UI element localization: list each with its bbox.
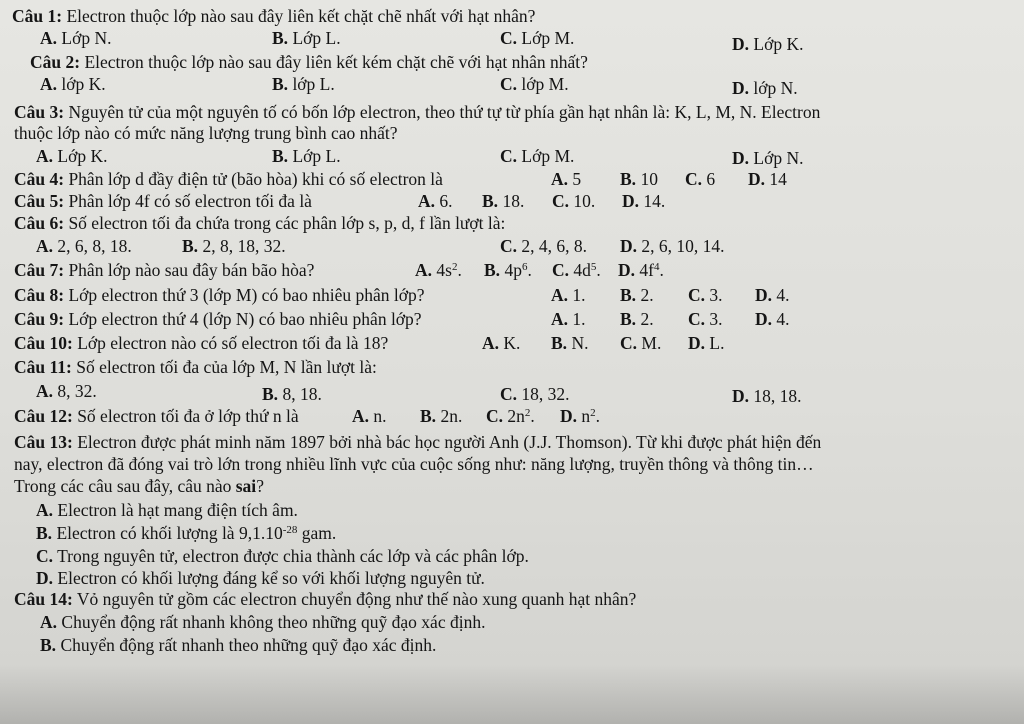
question-label: Câu 1: xyxy=(12,6,63,26)
option-d: D. $n^2$. xyxy=(560,406,601,426)
option-a: A. Chuyển động rất nhanh không theo những quỹ đạo xác định. xyxy=(40,612,486,632)
question-12: Câu 12: Số electron tối đa ở lớp thứ n là xyxy=(14,406,299,426)
question-3: Câu 3: Nguyên tử của một nguyên tố có bốn lớp electron, theo thứ tự từ phía gần hạt nhân là: K, L, M, N. Electron xyxy=(14,102,821,122)
option-c: C. $4d^5$. xyxy=(552,260,601,280)
option-d: D. L. xyxy=(688,333,725,353)
question-13-cont: nay, electron đã đóng vai trò lớn trong nhiều lĩnh vực của cuộc sống như: năng lượng, truyền thông và thông tin… xyxy=(14,454,814,474)
option-d: D. 14 xyxy=(748,169,787,189)
option-b: B. Lớp L. xyxy=(272,28,341,48)
option-a: A. K. xyxy=(482,333,521,353)
option-d: D. 18, 18. xyxy=(732,386,802,406)
option-c: C. Lớp M. xyxy=(500,146,575,166)
option-c: C. 10. xyxy=(552,191,596,211)
option-a: A. Lớp K. xyxy=(36,146,108,166)
question-14: Câu 14: Vỏ nguyên tử gồm các electron chuyển động như thế nào xung quanh hạt nhân? xyxy=(14,589,637,609)
option-c: C. 18, 32. xyxy=(500,384,570,404)
option-c: C. Lớp M. xyxy=(500,28,575,48)
question-3-cont: thuộc lớp nào có mức năng lượng trung bình cao nhất? xyxy=(14,123,398,143)
option-d: D. $4f^4$. xyxy=(618,260,664,280)
option-a: A. 5 xyxy=(551,169,582,189)
question-7: Câu 7: Phân lớp nào sau đây bán bão hòa? xyxy=(14,260,315,280)
option-d: D. lớp N. xyxy=(732,78,798,98)
question-9: Câu 9: Lớp electron thứ 4 (lớp N) có bao nhiêu phân lớp? xyxy=(14,309,422,329)
option-a: A. Electron là hạt mang điện tích âm. xyxy=(36,500,298,520)
option-b: B. 2n. xyxy=(420,406,463,426)
option-a: A. 6. xyxy=(418,191,453,211)
option-c: C. 3. xyxy=(688,285,723,305)
option-d: D. 2, 6, 10, 14. xyxy=(620,236,725,256)
option-b: B. 2. xyxy=(620,285,654,305)
option-b: B. 18. xyxy=(482,191,525,211)
option-c: C. M. xyxy=(620,333,662,353)
question-5: Câu 5: Phân lớp 4f có số electron tối đa là xyxy=(14,191,312,211)
question-11: Câu 11: Số electron tối đa của lớp M, N lần lượt là: xyxy=(14,357,377,377)
option-d: D. 14. xyxy=(622,191,666,211)
option-b: B. Chuyển động rất nhanh theo những quỹ đạo xác định. xyxy=(40,635,437,655)
option-a: A. $4s^2$. xyxy=(415,260,462,280)
question-10: Câu 10: Lớp electron nào có số electron tối đa là 18? xyxy=(14,333,389,353)
option-d: D. 4. xyxy=(755,285,790,305)
option-c: C. 3. xyxy=(688,309,723,329)
option-a: A. 1. xyxy=(551,285,586,305)
question-text: Electron thuộc lớp nào sau đây liên kết chặt chẽ nhất với hạt nhân? xyxy=(66,6,536,26)
question-13-prompt: Trong các câu sau đây, câu nào sai? xyxy=(14,476,264,496)
option-b: B. Lớp L. xyxy=(272,146,341,166)
option-c: C. 2, 4, 6, 8. xyxy=(500,236,588,256)
option-c: C. $2n^2$. xyxy=(486,406,535,426)
option-a: A. 8, 32. xyxy=(36,381,97,401)
option-b: B. N. xyxy=(551,333,589,353)
question-6: Câu 6: Số electron tối đa chứa trong các phân lớp s, p, d, f lần lượt là: xyxy=(14,213,506,233)
option-b: B. 2, 8, 18, 32. xyxy=(182,236,286,256)
option-a: A. 2, 6, 8, 18. xyxy=(36,236,132,256)
question-8: Câu 8: Lớp electron thứ 3 (lớp M) có bao nhiêu phân lớp? xyxy=(14,285,425,305)
option-a: A. Lớp N. xyxy=(40,28,112,48)
option-b: B. 10 xyxy=(620,169,658,189)
option-b: B. lớp L. xyxy=(272,74,335,94)
option-c: C. lớp M. xyxy=(500,74,569,94)
question-4: Câu 4: Phân lớp d đầy điện tử (bão hòa) khi có số electron là xyxy=(14,169,443,189)
question-13: Câu 13: Electron được phát minh năm 1897 bởi nhà bác học người Anh (J.J. Thomson). Từ khi được phát hiện đến xyxy=(14,432,822,452)
option-b: B. 2. xyxy=(620,309,654,329)
option-d: D. Lớp N. xyxy=(732,148,804,168)
option-b: B. 8, 18. xyxy=(262,384,322,404)
option-a: A. n. xyxy=(352,406,387,426)
option-d: D. Lớp K. xyxy=(732,34,804,54)
option-b: B. $4p^6$. xyxy=(484,260,532,280)
option-d: D. 4. xyxy=(755,309,790,329)
option-d: D. Electron có khối lượng đáng kể so với khối lượng nguyên tử. xyxy=(36,568,485,588)
paper-shadow xyxy=(0,664,1024,724)
question-2: Câu 2: Electron thuộc lớp nào sau đây liên kết kém chặt chẽ với hạt nhân nhất? xyxy=(30,52,588,72)
option-c: C. 6 xyxy=(685,169,716,189)
option-a: A. lớp K. xyxy=(40,74,106,94)
option-b: B. Electron có khối lượng là $9,1.10^{-28}$ gam. xyxy=(36,523,337,543)
option-a: A. 1. xyxy=(551,309,586,329)
question-1 xyxy=(12,6,535,26)
option-c: C. Trong nguyên tử, electron được chia thành các lớp và các phân lớp. xyxy=(36,546,529,566)
